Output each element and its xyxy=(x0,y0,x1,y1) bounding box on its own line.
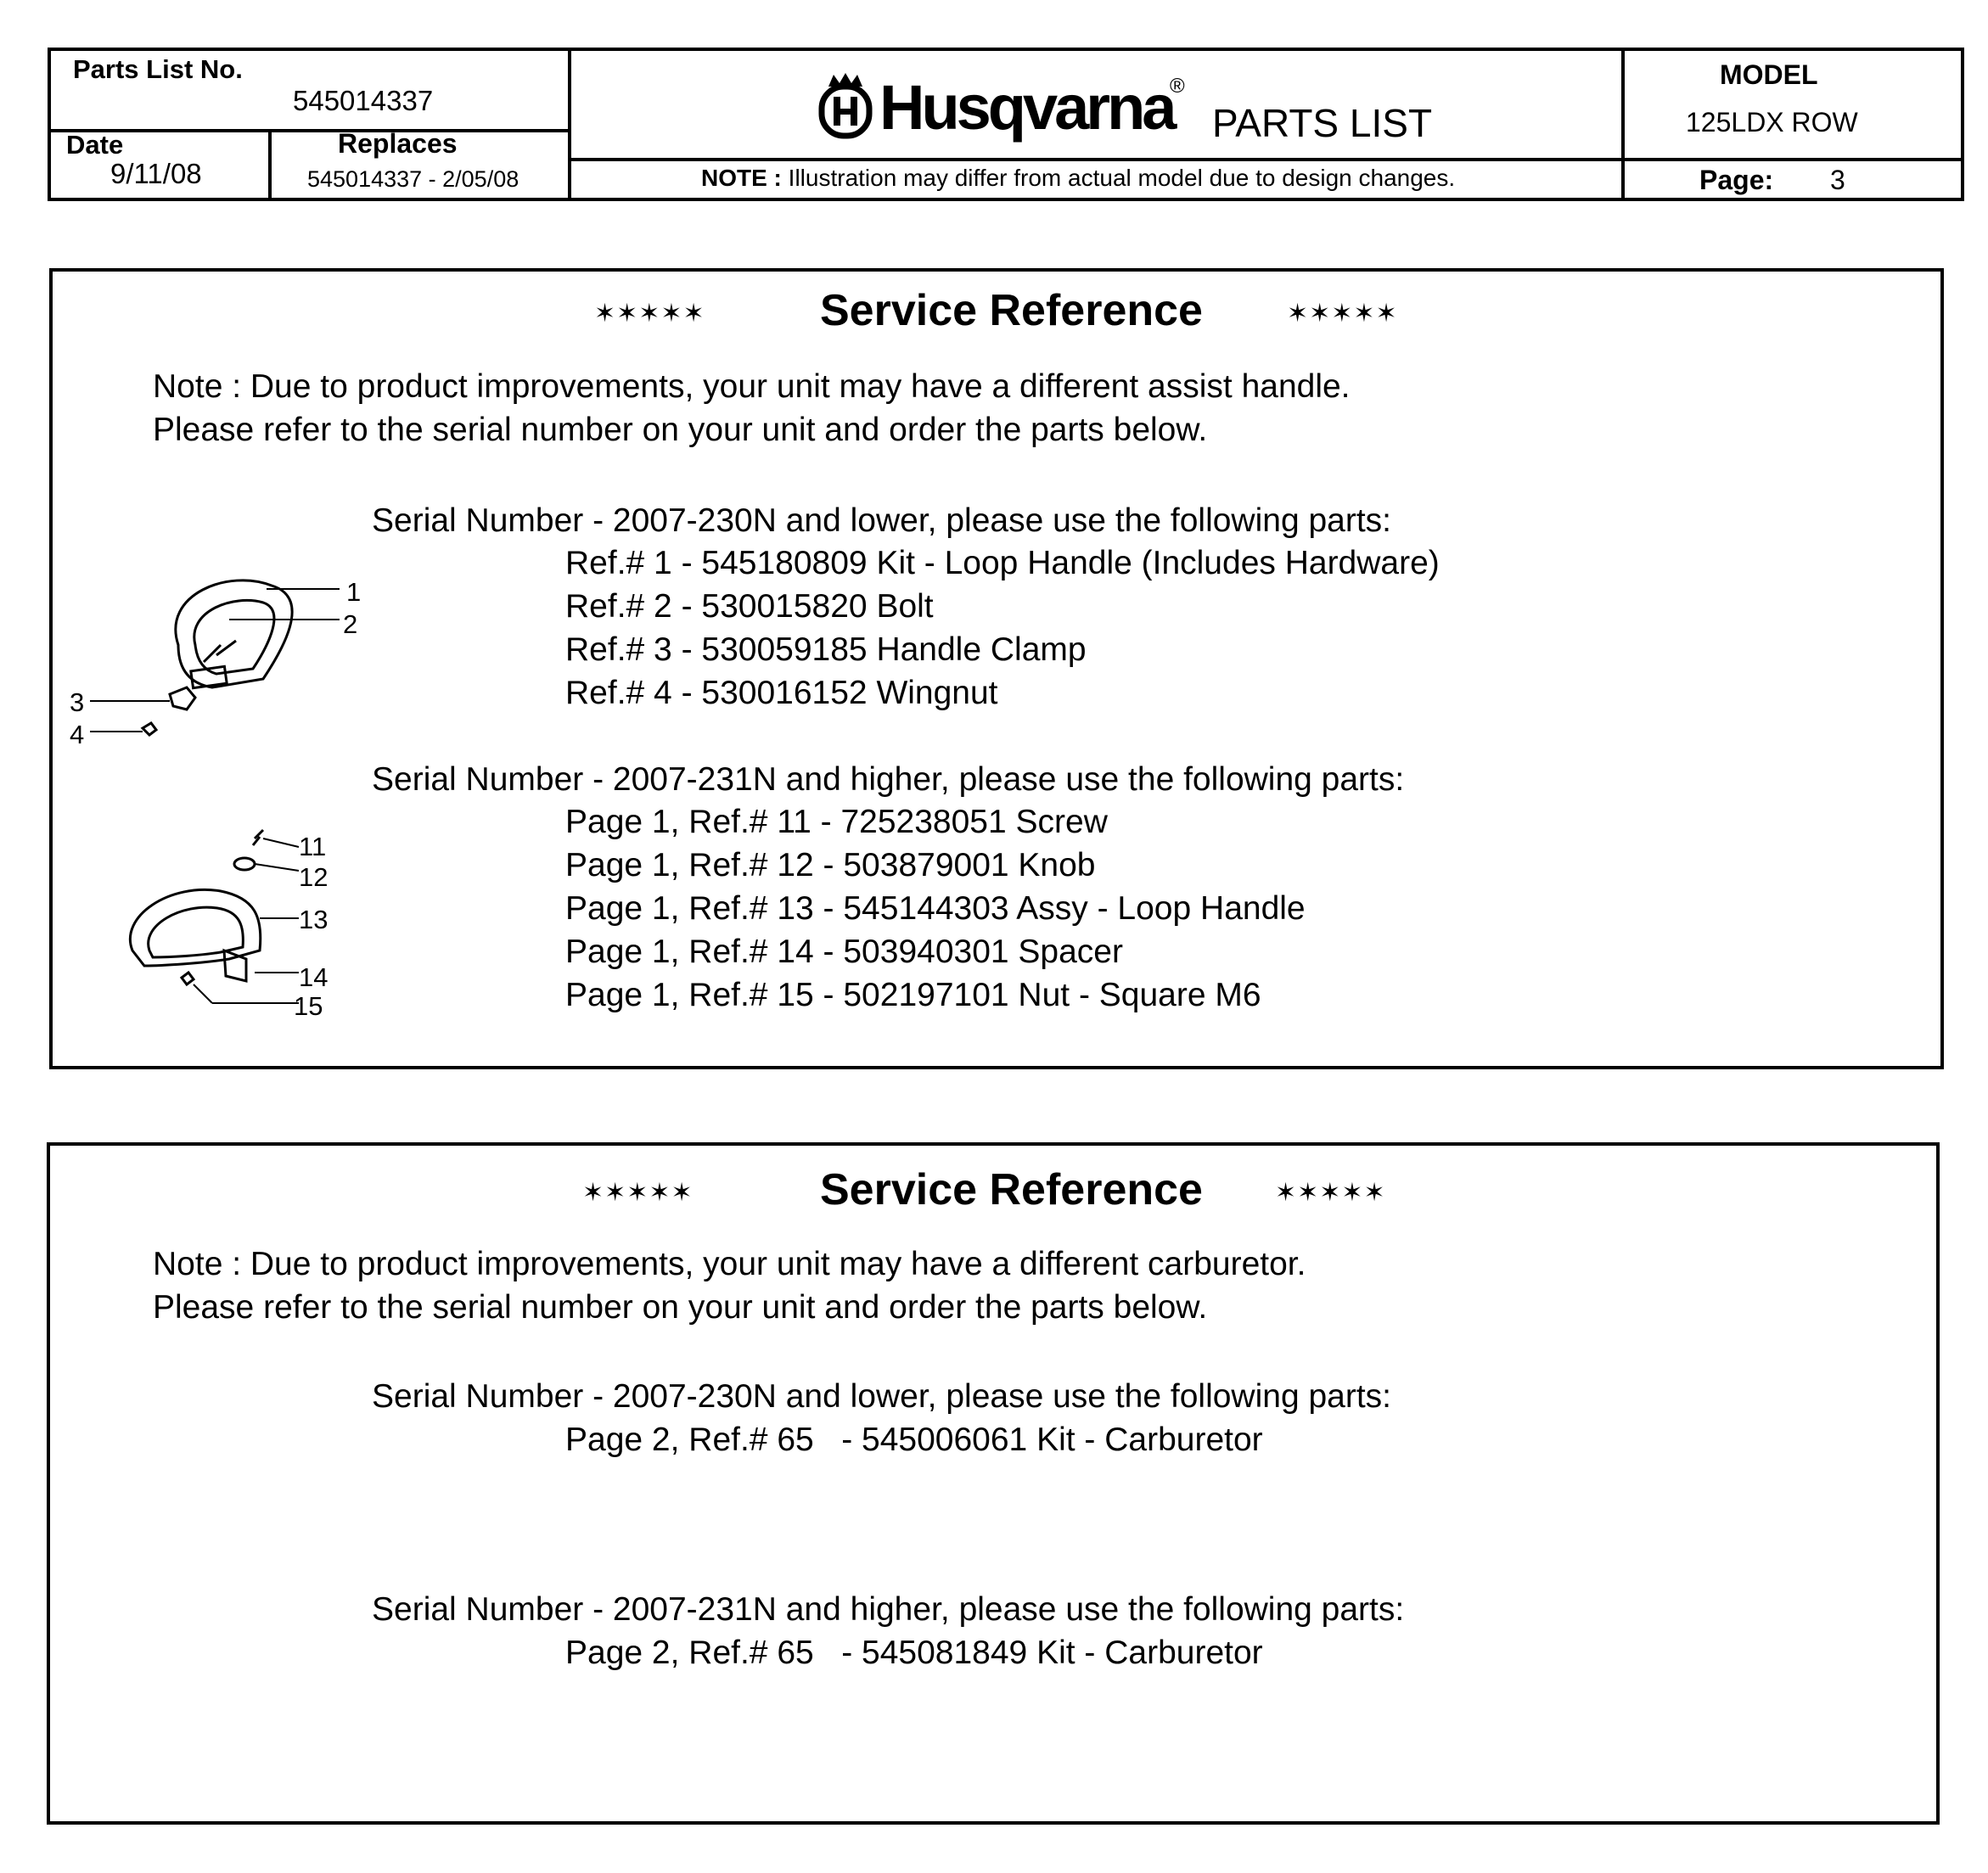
parts-list-label: Parts List No. xyxy=(73,54,243,84)
page-label: Page: xyxy=(1699,165,1774,195)
doc-title: PARTS LIST xyxy=(1212,101,1433,145)
serial-heading-lower: Serial Number - 2007-230N and lower, please use the following parts: xyxy=(372,502,1392,539)
registered-mark: ® xyxy=(1170,75,1185,98)
callout-2: 2 xyxy=(343,609,358,639)
header-note-bold: NOTE : xyxy=(701,165,782,191)
callout-4: 4 xyxy=(70,720,85,749)
part-item: Page 1, Ref.# 12 - 503879001 Knob xyxy=(565,847,1096,883)
part-item: Ref.# 3 - 530059185 Handle Clamp xyxy=(565,631,1087,668)
part-item: Page 2, Ref.# 65 - 545006061 Kit - Carburetor xyxy=(565,1422,1263,1458)
stars-right: ✶✶✶✶✶ xyxy=(1287,300,1398,328)
part-item: Page 1, Ref.# 14 - 503940301 Spacer xyxy=(565,934,1123,970)
model-label: MODEL xyxy=(1720,59,1818,90)
date-label: Date xyxy=(66,130,124,160)
callout-12: 12 xyxy=(299,862,329,892)
serial-heading-higher: Serial Number - 2007-231N and higher, please use the following parts: xyxy=(372,1591,1405,1628)
note-line-1: Note : Due to product improvements, your unit may have a different carburetor. xyxy=(153,1246,1306,1282)
part-item: Page 1, Ref.# 11 - 725238051 Screw xyxy=(565,804,1108,840)
stars-left: ✶✶✶✶✶ xyxy=(594,300,705,328)
part-item: Page 1, Ref.# 15 - 502197101 Nut - Square M6 xyxy=(565,977,1261,1013)
divider xyxy=(51,129,568,132)
part-item: Ref.# 2 - 530015820 Bolt xyxy=(565,588,934,625)
divider xyxy=(1621,51,1625,198)
callout-11: 11 xyxy=(299,832,327,861)
page-value: 3 xyxy=(1830,165,1845,195)
callout-15: 15 xyxy=(294,991,323,1021)
stars-left: ✶✶✶✶✶ xyxy=(582,1179,694,1207)
header-note xyxy=(701,165,1455,192)
husqvarna-crown-logo-icon xyxy=(817,73,874,141)
section-title: Service Reference xyxy=(820,1165,1203,1214)
divider xyxy=(568,51,571,198)
divider xyxy=(268,129,272,198)
part-item: Ref.# 4 - 530016152 Wingnut xyxy=(565,675,998,711)
replaces-value: 545014337 - 2/05/08 xyxy=(307,166,519,192)
divider xyxy=(1621,158,1961,161)
callout-13: 13 xyxy=(299,905,329,934)
note-line-2: Please refer to the serial number on your unit and order the parts below. xyxy=(153,1289,1208,1326)
replaces-label: Replaces xyxy=(338,128,458,159)
serial-heading-higher: Serial Number - 2007-231N and higher, please use the following parts: xyxy=(372,761,1405,798)
callout-14: 14 xyxy=(299,962,329,992)
stars-right: ✶✶✶✶✶ xyxy=(1275,1179,1386,1207)
brand-wordmark: Husqvarna xyxy=(879,72,1174,143)
section-title: Service Reference xyxy=(820,286,1203,335)
part-item: Ref.# 1 - 545180809 Kit - Loop Handle (Includes Hardware) xyxy=(565,545,1440,581)
serial-heading-lower: Serial Number - 2007-230N and lower, please use the following parts: xyxy=(372,1378,1392,1415)
part-item: Page 2, Ref.# 65 - 545081849 Kit - Carburetor xyxy=(565,1635,1263,1671)
part-item: Page 1, Ref.# 13 - 545144303 Assy - Loop Handle xyxy=(565,890,1306,927)
date-value: 9/11/08 xyxy=(110,158,202,189)
parts-list-number: 545014337 xyxy=(293,85,434,116)
note-line-2: Please refer to the serial number on your unit and order the parts below. xyxy=(153,412,1208,448)
callout-1: 1 xyxy=(346,577,362,607)
header-note-text: Illustration may differ from actual model due to design changes. xyxy=(781,165,1456,191)
callout-3: 3 xyxy=(70,687,85,717)
loop-handle-old-illustration xyxy=(59,560,382,764)
note-line-1: Note : Due to product improvements, your unit may have a different assist handle. xyxy=(153,368,1351,405)
model-value: 125LDX ROW xyxy=(1686,107,1858,137)
